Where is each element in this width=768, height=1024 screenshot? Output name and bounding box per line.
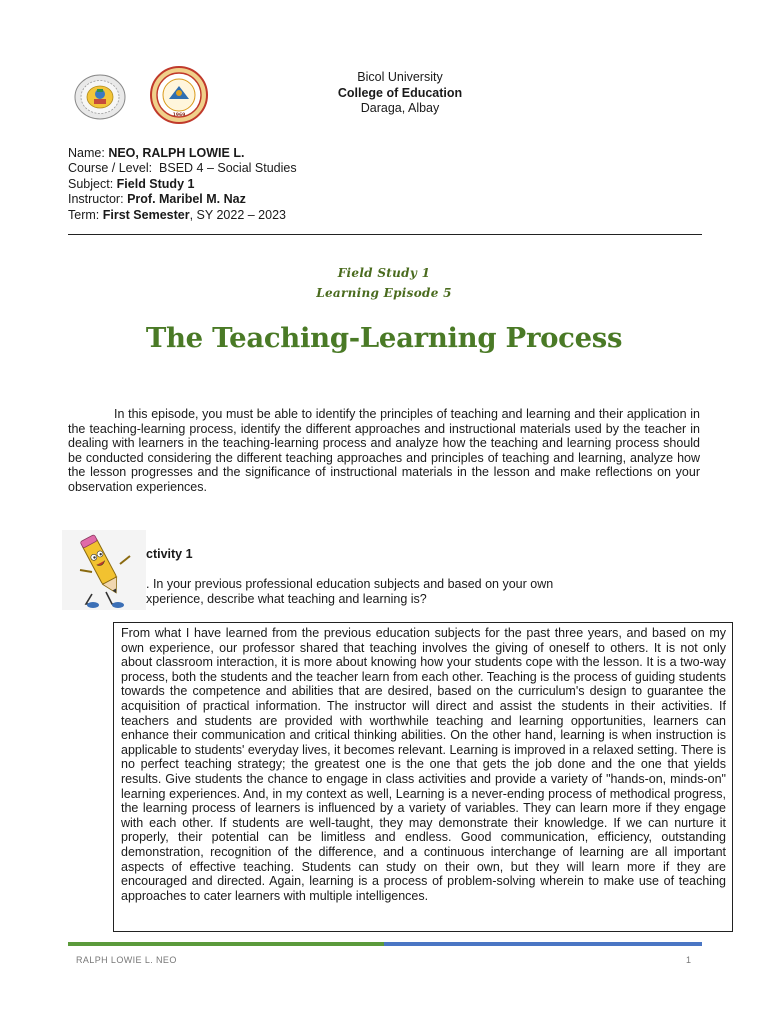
- answer-box: [113, 622, 733, 932]
- term-label: Term:: [68, 207, 100, 222]
- college-of-education-seal-icon: [132, 66, 226, 124]
- footer-author: RALPH LOWIE L. NEO: [76, 955, 177, 965]
- course-value: BSED 4 – Social Studies: [159, 161, 297, 176]
- activity-label: ctivity 1: [146, 547, 193, 561]
- footer-bar-green: [68, 942, 384, 946]
- field-study-title: Field Study 1: [337, 266, 431, 280]
- university-location: Daraga, Albay: [360, 101, 440, 115]
- pencil-mascot-icon: [62, 530, 146, 610]
- svg-text:1969: 1969: [172, 113, 186, 118]
- subject-label: Subject:: [68, 176, 114, 191]
- college-name: College of Education: [337, 85, 463, 100]
- instructor-label: Instructor:: [68, 192, 124, 207]
- page-number: 1: [686, 955, 692, 965]
- course-row: [68, 161, 297, 176]
- instructor-row: [68, 192, 297, 207]
- footer-bar-blue: [384, 942, 702, 946]
- question-line-2: xperience, describe what teaching and learning is?: [146, 592, 427, 606]
- term-suffix: , SY 2022 – 2023: [189, 207, 286, 222]
- term-value: First Semester: [102, 207, 190, 222]
- episode-title: Learning Episode 5: [316, 286, 452, 300]
- student-info: [68, 146, 297, 223]
- instructor-value: Prof. Maribel M. Naz: [127, 192, 246, 207]
- subject-row: [68, 177, 297, 192]
- name-row: [68, 146, 297, 161]
- page-title: The Teaching-Learning Process: [145, 322, 623, 354]
- question-line-1: . In your previous professional education subjects and based on your own: [146, 577, 554, 591]
- answer-text: From what I have learned from the previous education subjects for the past three years, and based on my own experience, our professor shared that teaching involves the giving of oneself to others. It is not only about classroom interaction, it is more about knowing how your students cope with the lesson. It is a two-way process, both the students and the teacher learn from each other. Teaching is the process of guiding students towards the competence and abilities that are desired, based on the curriculum's design to guarantee the acquisition of practical information. The instructor will direct and assist the students in their activities. If teachers and students are provided with worthwhile teaching and learning opportunities, learners can enhance their communication and critical thinking abilities. On the other hand, learning is when instruction is applicable to students' everyday lives, it becomes relevant. Learning is improved in a relaxed setting. There is no perfect teaching strategy; the greatest one is the one that gets the job done and the one that yields results. Give students the chance to engage in class activities and provide a variety of "hands-on, minds-on" learning experiences. And, in my context as well, Learning is a never-ending process of methodical progress, the learning process of learners is influenced by a variety of variables. They can learn more if they engage with each other. If students are well-taught, they may demonstrate their knowledge. If we can nurture it properly, their potential can be limitless and endless. Good communication, efficiency, outstanding demonstration, recognition of the difference, and a continuous interchange of learning are all important aspects of effective teaching. Students can study on their own, but they will learn more if they are encouraged and directed. Again, learning is a process of problem-solving wherein to make use of teaching approaches to cater learners with multiple intelligences.: [121, 626, 726, 903]
- header-divider: [68, 234, 702, 235]
- subject-value: Field Study 1: [116, 176, 195, 191]
- name-value: NEO, RALPH LOWIE L.: [108, 146, 245, 160]
- term-row: [68, 208, 297, 223]
- name-label: Name:: [68, 146, 105, 160]
- intro-paragraph: In this episode, you must be able to identify the principles of teaching and learning and their application in the teaching-learning process, identify the different approaches and instructional materials used by the teacher in dealing with learners in the teaching-learning process and analyze how the teaching and learning process should be conducted considering the different teaching approaches and principles of teaching and learning, analyze how the lesson progresses and the significance of instructional materials in the lesson and make reflections on your observation experiences.: [68, 407, 700, 494]
- university-name: Bicol University: [357, 70, 443, 84]
- course-label: Course / Level:: [68, 161, 153, 176]
- bicol-university-seal-icon: [74, 73, 126, 121]
- university-header: [300, 70, 500, 117]
